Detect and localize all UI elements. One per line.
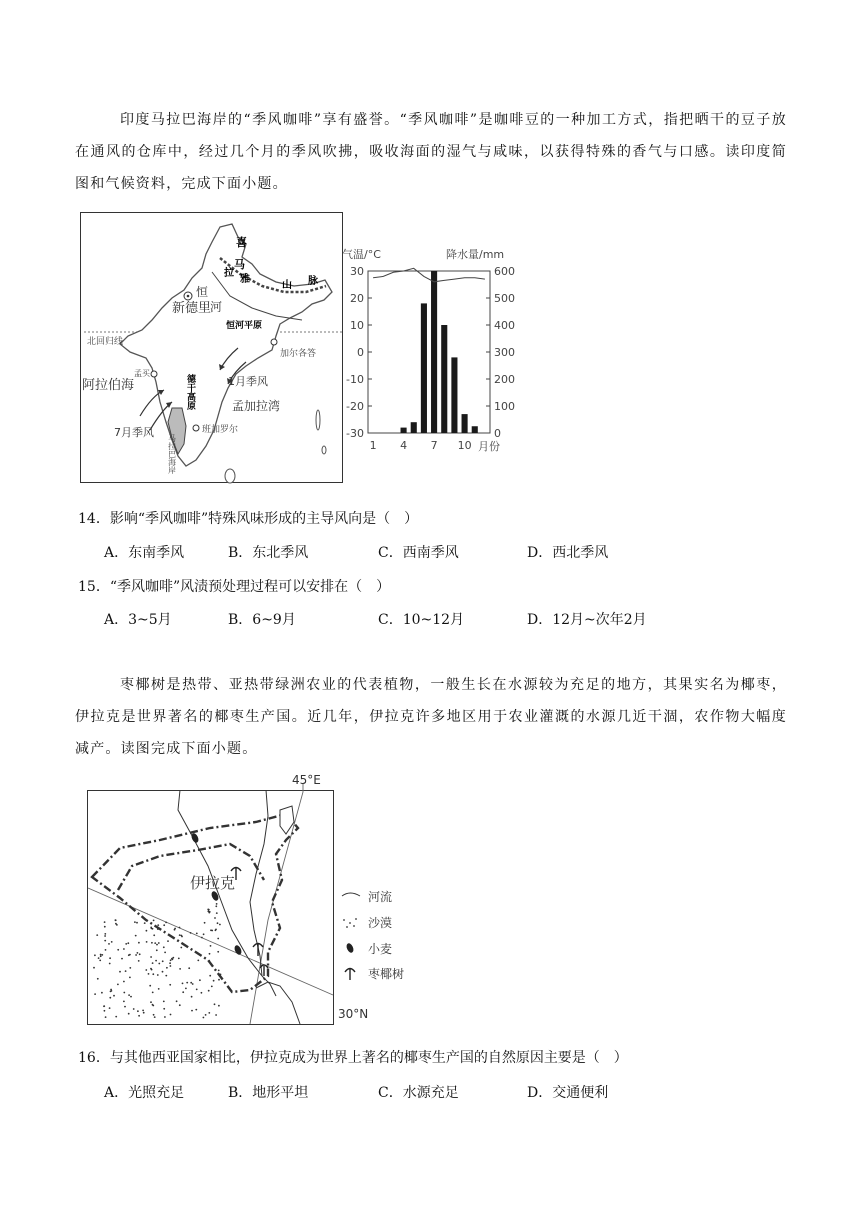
desert-dot xyxy=(150,956,152,958)
desert-dot xyxy=(158,988,160,990)
desert-dot xyxy=(210,945,212,947)
precip-bar xyxy=(421,303,427,433)
temp-tick-label: 20 xyxy=(350,292,364,305)
x-tick-label: 10 xyxy=(457,439,472,452)
desert-dot xyxy=(127,942,129,944)
desert-dot xyxy=(209,953,211,955)
desert-dot xyxy=(101,954,103,956)
temperature-curve xyxy=(373,268,485,282)
temp-tick-label: 10 xyxy=(350,319,364,332)
desert-dot xyxy=(215,929,217,931)
desert-dot xyxy=(216,903,218,905)
question-14-stem: 14．影响“季风咖啡”特殊风味形成的主导风向是（ ） xyxy=(78,511,419,527)
desert-dot xyxy=(117,949,119,951)
desert-dot xyxy=(182,991,184,993)
desert-dot xyxy=(195,1009,197,1011)
desert-dot xyxy=(208,990,210,992)
legend-desert-icon xyxy=(343,918,357,928)
desert-dot xyxy=(181,936,183,938)
nicobar-island xyxy=(322,446,326,454)
desert-dot xyxy=(133,1008,135,1010)
q16-option-a[interactable]: A．光照充足 xyxy=(104,1085,185,1101)
desert-dot xyxy=(154,942,156,944)
desert-dot xyxy=(170,965,172,967)
desert-dot xyxy=(150,1001,152,1003)
desert-dot xyxy=(153,1014,155,1016)
iraq-map xyxy=(80,770,405,1028)
desert-dot xyxy=(162,960,164,962)
desert-dot xyxy=(191,1010,193,1012)
india-map xyxy=(80,212,345,485)
label-he: 河 xyxy=(210,300,223,314)
bangalore-marker xyxy=(193,425,199,431)
desert-dot xyxy=(208,960,210,962)
lat-label: 30°N xyxy=(338,1007,369,1021)
desert-dot xyxy=(125,970,127,972)
desert-dot xyxy=(94,993,96,995)
desert-dot xyxy=(203,933,205,935)
climate-chart xyxy=(338,244,515,456)
desert-dot xyxy=(113,995,115,997)
q14-option-b[interactable]: B．东北季风 xyxy=(228,545,309,561)
desert-dot xyxy=(176,1000,178,1002)
desert-dot xyxy=(214,917,216,919)
q14-option-a[interactable]: A．东南季风 xyxy=(104,545,185,561)
label-deccan: 德干高原 xyxy=(185,374,195,410)
precip-tick-label: 0 xyxy=(494,427,501,440)
desert-dot xyxy=(157,974,159,976)
desert-dot xyxy=(217,951,219,953)
desert-dot xyxy=(156,944,158,946)
desert-dot xyxy=(104,1010,106,1012)
desert-dot xyxy=(157,924,159,926)
desert-dot xyxy=(138,1015,140,1017)
desert-dot xyxy=(129,967,131,969)
q15-option-b[interactable]: B．6~9月 xyxy=(228,612,296,628)
precip-tick-label: 300 xyxy=(494,346,515,359)
desert-dot xyxy=(135,935,137,937)
legend-wheat-label: 小麦 xyxy=(368,942,393,956)
desert-dot xyxy=(180,947,182,949)
desert-dot xyxy=(111,941,113,943)
precip-bar xyxy=(472,426,478,433)
desert-dot xyxy=(179,934,181,936)
desert-dot xyxy=(220,974,222,976)
label-la: 拉 xyxy=(224,268,234,279)
desert-dot xyxy=(163,924,165,926)
legend-river-icon xyxy=(342,893,360,896)
q16-option-c[interactable]: C．水源充足 xyxy=(378,1085,459,1101)
desert-dot xyxy=(146,941,148,943)
label-xi: 喜 xyxy=(236,236,247,249)
desert-dot xyxy=(214,1003,216,1005)
desert-dot xyxy=(115,1016,117,1018)
precip-tick-label: 100 xyxy=(494,400,515,413)
desert-dot xyxy=(104,940,106,942)
q14-option-d[interactable]: D．西北季风 xyxy=(527,545,609,561)
question-15-stem: 15．“季风咖啡”风渍预处理过程可以安排在（ ） xyxy=(78,579,391,595)
desert-dot xyxy=(218,979,220,981)
desert-dot xyxy=(208,909,210,911)
desert-dot xyxy=(213,980,215,982)
precip-axis-label: 降水量/mm xyxy=(446,248,505,261)
desert-dot xyxy=(188,967,190,969)
desert-dot xyxy=(205,1014,207,1016)
desert-dot xyxy=(109,997,111,999)
desert-dot xyxy=(109,957,111,959)
desert-dot xyxy=(104,921,106,923)
desert-dot xyxy=(152,973,154,975)
desert-dot xyxy=(185,988,187,990)
desert-dot xyxy=(204,922,206,924)
desert-dot xyxy=(163,946,165,948)
desert-dot xyxy=(94,954,96,956)
desert-dot xyxy=(209,975,211,977)
desert-dot xyxy=(158,942,160,944)
desert-dot xyxy=(144,922,146,924)
desert-dot xyxy=(135,954,137,956)
desert-dot xyxy=(103,1005,105,1007)
desert-dot xyxy=(130,996,132,998)
q15-option-c[interactable]: C．10~12月 xyxy=(378,612,465,628)
desert-dot xyxy=(117,984,119,986)
lon-label: 45°E xyxy=(292,773,321,787)
label-ma: 马 xyxy=(234,258,245,271)
kolkata-marker xyxy=(271,339,277,345)
desert-dot xyxy=(179,1004,181,1006)
desert-dot xyxy=(197,960,199,962)
desert-dot xyxy=(151,928,153,930)
passage-1: 印度马拉巴海岸的“季风咖啡”享有盛誉。“季风咖啡”是咖啡豆的一种加工方式，指把晒干的豆子放在通风的仓库中，经过几个月的季风吹拂，吸收海面的湿气与咸味，以获得特殊的香气与口感。读印度简图和气候资料，完成下面小题。 xyxy=(75,112,787,192)
country-label: 伊拉克 xyxy=(190,874,236,892)
desert-dot xyxy=(216,912,218,914)
andaman-island xyxy=(316,410,320,430)
label-ya: 雅 xyxy=(240,274,250,285)
desert-dot xyxy=(174,929,176,931)
temp-tick-label: 0 xyxy=(357,346,364,359)
desert-dot xyxy=(142,1010,144,1012)
desert-dot xyxy=(156,949,158,951)
legend xyxy=(342,889,404,981)
desert-dot xyxy=(93,967,95,969)
desert-dot xyxy=(143,1012,145,1014)
desert-dot xyxy=(199,979,201,981)
desert-dot xyxy=(164,952,166,954)
desert-dot xyxy=(101,992,103,994)
temp-tick-label: -30 xyxy=(346,427,364,440)
desert-dot xyxy=(158,963,160,965)
desert-dot xyxy=(217,922,219,924)
desert-dot xyxy=(119,971,121,973)
desert-dot xyxy=(123,992,125,994)
desert-dot xyxy=(99,960,101,962)
x-tick-label: 1 xyxy=(369,439,377,452)
label-mumbai: 孟买 xyxy=(134,369,150,378)
desert-dot xyxy=(100,954,102,956)
desert-dot xyxy=(139,953,141,955)
legend-desert-label: 沙漠 xyxy=(368,916,393,930)
desert-dot xyxy=(105,949,107,951)
label-shan: 山 xyxy=(282,280,292,291)
desert-dot xyxy=(96,934,98,936)
desert-dot xyxy=(152,962,154,964)
desert-dot xyxy=(149,985,151,987)
precip-bar xyxy=(401,428,407,433)
label-malabar: 马拉巴海岸 xyxy=(167,434,177,474)
desert-dot xyxy=(190,932,192,934)
desert-dot xyxy=(134,921,136,923)
label-arabian-sea: 阿拉伯海 xyxy=(82,378,135,393)
desert-dot xyxy=(166,967,168,969)
precip-bar xyxy=(441,325,447,433)
legend-date-palm-icon xyxy=(345,969,355,981)
question-16-stem: 16．与其他西亚国家相比，伊拉克成为世界上著名的椰枣生产国的自然原因主要是（ ） xyxy=(78,1050,628,1066)
desert-dot xyxy=(215,1014,217,1016)
precip-bar xyxy=(462,414,468,433)
label-bay: 孟加拉湾 xyxy=(232,399,281,413)
label-plain: 恒河平原 xyxy=(226,321,263,331)
label-new-delhi: 新德里 xyxy=(172,301,212,316)
desert-dot xyxy=(151,942,153,944)
mumbai-marker xyxy=(151,371,157,377)
precip-bar xyxy=(431,271,437,433)
x-tick-label: 7 xyxy=(430,439,438,452)
desert-dot xyxy=(152,1004,154,1006)
desert-dot xyxy=(109,1007,111,1009)
desert-dot xyxy=(124,1006,126,1008)
desert-dot xyxy=(136,922,138,924)
legend-river-label: 河流 xyxy=(368,890,393,904)
desert-dot xyxy=(123,948,125,950)
label-mai: 脉 xyxy=(308,276,318,287)
temp-tick-label: -10 xyxy=(346,373,364,386)
desert-dot xyxy=(192,983,194,985)
desert-dot xyxy=(162,971,164,973)
temp-axis-label: 气温/°C xyxy=(342,248,381,261)
desert-dot xyxy=(201,992,203,994)
desert-dot xyxy=(125,943,127,945)
desert-dot xyxy=(172,957,174,959)
desert-dot xyxy=(179,927,181,929)
desert-dot xyxy=(104,933,106,935)
desert-dot xyxy=(123,981,125,983)
desert-dot xyxy=(129,977,131,979)
label-jan-monsoon: 1月季风 xyxy=(228,375,268,388)
sri-lanka xyxy=(225,469,235,483)
label-tropic: 北回归线 xyxy=(87,337,124,347)
desert-dot xyxy=(110,989,112,991)
new-delhi-center xyxy=(187,295,190,298)
desert-dot xyxy=(178,958,180,960)
desert-dot xyxy=(154,1016,156,1018)
desert-dot xyxy=(98,957,100,959)
desert-dot xyxy=(115,923,117,925)
q15-option-a[interactable]: A．3~5月 xyxy=(104,612,172,628)
desert-dot xyxy=(164,1016,166,1018)
desert-dot xyxy=(150,968,152,970)
desert-dot xyxy=(152,992,154,994)
desert-dot xyxy=(182,983,184,985)
desert-dot xyxy=(163,1008,165,1010)
desert-dot xyxy=(105,1016,107,1018)
desert-dot xyxy=(165,922,167,924)
x-tick-label: 4 xyxy=(400,439,408,452)
desert-dot xyxy=(218,970,220,972)
desert-dot xyxy=(121,958,123,960)
precip-tick-label: 200 xyxy=(494,373,515,386)
desert-dot xyxy=(219,924,221,926)
desert-dot xyxy=(115,919,117,921)
label-heng: 恒 xyxy=(196,285,209,299)
desert-dot xyxy=(215,905,217,907)
desert-dot xyxy=(157,928,159,930)
desert-dot xyxy=(208,912,210,914)
desert-dot xyxy=(128,994,130,996)
precip-tick-label: 400 xyxy=(494,319,515,332)
desert-dot xyxy=(179,968,181,970)
desert-dot xyxy=(170,959,172,961)
label-kolkata: 加尔各答 xyxy=(280,349,317,359)
desert-dot xyxy=(108,943,110,945)
desert-dot xyxy=(138,942,140,944)
precip-bar xyxy=(411,422,417,433)
desert-dot xyxy=(201,937,203,939)
desert-dot xyxy=(211,930,213,932)
desert-dot xyxy=(169,962,171,964)
passage-2: 枣椰树是热带、亚热带绿洲农业的代表植物，一般生长在水源较为充足的地方，其果实名为椰枣，伊拉克是世界著名的椰枣生产国。近几年，伊拉克许多地区用于农业灌溉的水源几近干涸，农作物大幅度减产。读图完成下面小题。 xyxy=(75,677,787,757)
q16-option-b[interactable]: B．地形平坦 xyxy=(228,1085,309,1101)
desert-dot xyxy=(211,986,213,988)
desert-dot xyxy=(163,1001,165,1003)
desert-dot xyxy=(186,982,188,984)
q14-option-c[interactable]: C．西南季风 xyxy=(378,545,459,561)
desert-dot xyxy=(203,1017,205,1019)
desert-dot xyxy=(148,973,150,975)
desert-dot xyxy=(97,978,99,980)
desert-dot xyxy=(167,940,169,942)
precip-bar xyxy=(451,357,457,433)
legend-wheat-icon xyxy=(345,942,355,954)
temp-tick-label: -20 xyxy=(346,400,364,413)
desert-dot xyxy=(155,960,157,962)
desert-dot xyxy=(208,1012,210,1014)
desert-dot xyxy=(170,1014,172,1016)
desert-dot xyxy=(196,989,198,991)
plot-frame xyxy=(368,271,490,433)
desert-dot xyxy=(191,996,193,998)
desert-dot xyxy=(169,984,171,986)
legend-date-palm-label: 枣椰树 xyxy=(368,967,405,981)
desert-dot xyxy=(138,960,140,962)
desert-dot xyxy=(100,955,102,957)
desert-dot xyxy=(104,926,106,928)
desert-dot xyxy=(109,963,111,965)
x-axis-suffix: 月份 xyxy=(478,440,500,453)
desert-dot xyxy=(153,920,155,922)
precip-tick-label: 500 xyxy=(494,292,515,305)
label-bangalore: 班加罗尔 xyxy=(202,425,239,435)
desert-dot xyxy=(146,930,148,932)
precip-tick-label: 600 xyxy=(494,265,515,278)
desert-dot xyxy=(153,934,155,936)
desert-dot xyxy=(137,1010,139,1012)
desert-dot xyxy=(129,954,131,956)
desert-dot xyxy=(190,982,192,984)
desert-dot xyxy=(123,1001,125,1003)
temp-tick-label: 30 xyxy=(350,265,364,278)
desert-dot xyxy=(165,975,167,977)
q16-option-d[interactable]: D．交通便利 xyxy=(527,1085,609,1101)
desert-dot xyxy=(217,938,219,940)
desert-dot xyxy=(104,935,106,937)
q15-option-d[interactable]: D．12月~次年2月 xyxy=(527,612,647,628)
desert-dot xyxy=(145,969,147,971)
label-jul-monsoon: 7月季风 xyxy=(114,426,154,439)
desert-dot xyxy=(196,933,198,935)
desert-dot xyxy=(128,1013,130,1015)
desert-dot xyxy=(137,952,139,954)
desert-dot xyxy=(218,1005,220,1007)
